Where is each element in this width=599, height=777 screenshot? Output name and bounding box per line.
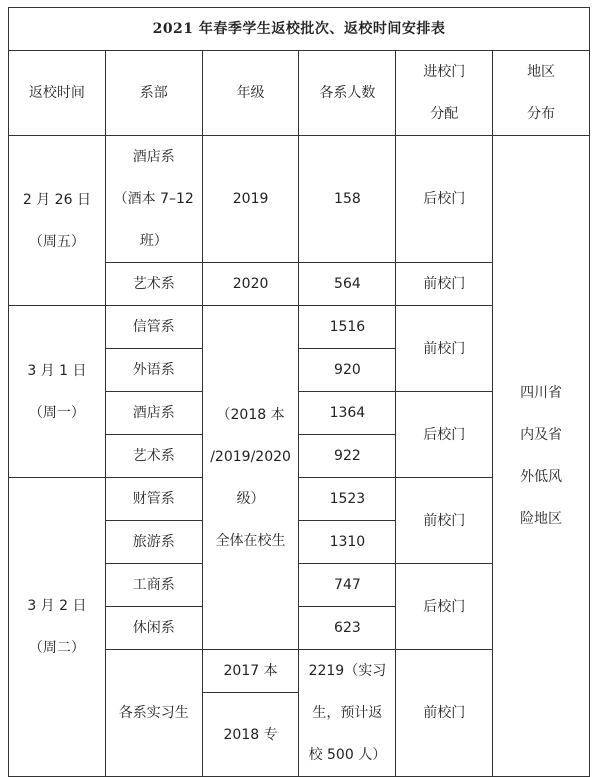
region-line: 内及省: [520, 427, 563, 443]
header-region: [493, 51, 590, 136]
batch1-gate-art: 前校门: [396, 263, 493, 306]
batch3-weekday: （周二）: [28, 640, 85, 656]
dept-line: （酒本 7–12 班）: [113, 191, 194, 249]
header-gate: [396, 51, 493, 136]
batch3-dept: 财管系: [105, 478, 202, 521]
intern-grade: 2018 专: [202, 693, 299, 777]
header-grade: 年级: [202, 51, 299, 136]
intern-count-line: 校 500 人）: [308, 747, 387, 763]
table-title: 2021 年春季学生返校批次、返校时间安排表: [9, 8, 590, 51]
batch2-weekday: （周一）: [28, 404, 85, 421]
batch1-grade-art: 2020: [202, 263, 299, 306]
batch2-count: 1364: [299, 392, 396, 435]
batch2-count: 920: [299, 349, 396, 392]
region-cell: [493, 136, 590, 777]
batch1-dept-art: 艺术系: [105, 263, 202, 306]
batch2-dept: 外语系: [105, 349, 202, 392]
batch2-count: 922: [299, 435, 396, 478]
batch1-time: [9, 136, 106, 306]
intern-dept: 各系实习生: [105, 650, 202, 777]
batch3-count: 1523: [299, 478, 396, 521]
batch3-count: 1310: [299, 521, 396, 564]
batch3-time: [9, 478, 106, 777]
header-gate-line: 进校门: [423, 64, 466, 80]
batch3-gate-back: 后校门: [396, 564, 493, 650]
batch1-gate-hotel: 后校门: [396, 136, 493, 263]
region-line: 险地区: [520, 511, 563, 527]
batch2-time: [9, 306, 106, 478]
batch3-date: 3 月 2 日: [27, 598, 87, 614]
batch2-count: 1516: [299, 306, 396, 349]
header-dept: 系部: [105, 51, 202, 136]
shared-grade-cell: [202, 306, 299, 650]
header-gate-line: 分配: [430, 106, 459, 122]
batch3-dept: 旅游系: [105, 521, 202, 564]
batch3-count: 623: [299, 607, 396, 650]
batch1-dept-hotel: [105, 136, 202, 263]
region-line: 外低风: [520, 469, 563, 485]
region-line: 四川省: [520, 385, 563, 401]
batch3-count: 747: [299, 564, 396, 607]
intern-count-line: 2219（实习: [308, 663, 387, 679]
header-region-line: 分布: [527, 106, 556, 122]
intern-count: [299, 650, 396, 777]
batch3-dept: 工商系: [105, 564, 202, 607]
dept-line: 酒店系: [132, 149, 175, 165]
batch1-grade-hotel: 2019: [202, 136, 299, 263]
schedule-table: [8, 7, 590, 777]
batch2-dept: 信管系: [105, 306, 202, 349]
batch1-count-art: 564: [299, 263, 396, 306]
batch2-date: 3 月 1 日: [27, 362, 87, 379]
intern-grade: 2017 本: [202, 650, 299, 693]
intern-gate: 前校门: [396, 650, 493, 777]
batch3-gate-front: 前校门: [396, 478, 493, 564]
header-region-line: 地区: [527, 64, 556, 80]
header-time: 返校时间: [9, 51, 106, 136]
grade-line: （2018 本: [216, 406, 285, 423]
intern-count-line: 生，预计返: [312, 705, 383, 721]
batch2-dept: 酒店系: [105, 392, 202, 435]
batch1-count-hotel: 158: [299, 136, 396, 263]
grade-line: 全体在校生: [215, 532, 286, 549]
grade-line: /2019/2020 级）: [210, 448, 291, 507]
header-count: 各系人数: [299, 51, 396, 136]
batch1-date: 2 月 26 日: [22, 191, 91, 208]
batch2-dept: 艺术系: [105, 435, 202, 478]
batch2-gate-back: 后校门: [396, 392, 493, 478]
batch3-dept: 休闲系: [105, 607, 202, 650]
batch1-weekday: （周五）: [28, 233, 85, 250]
batch2-gate-front: 前校门: [396, 306, 493, 392]
